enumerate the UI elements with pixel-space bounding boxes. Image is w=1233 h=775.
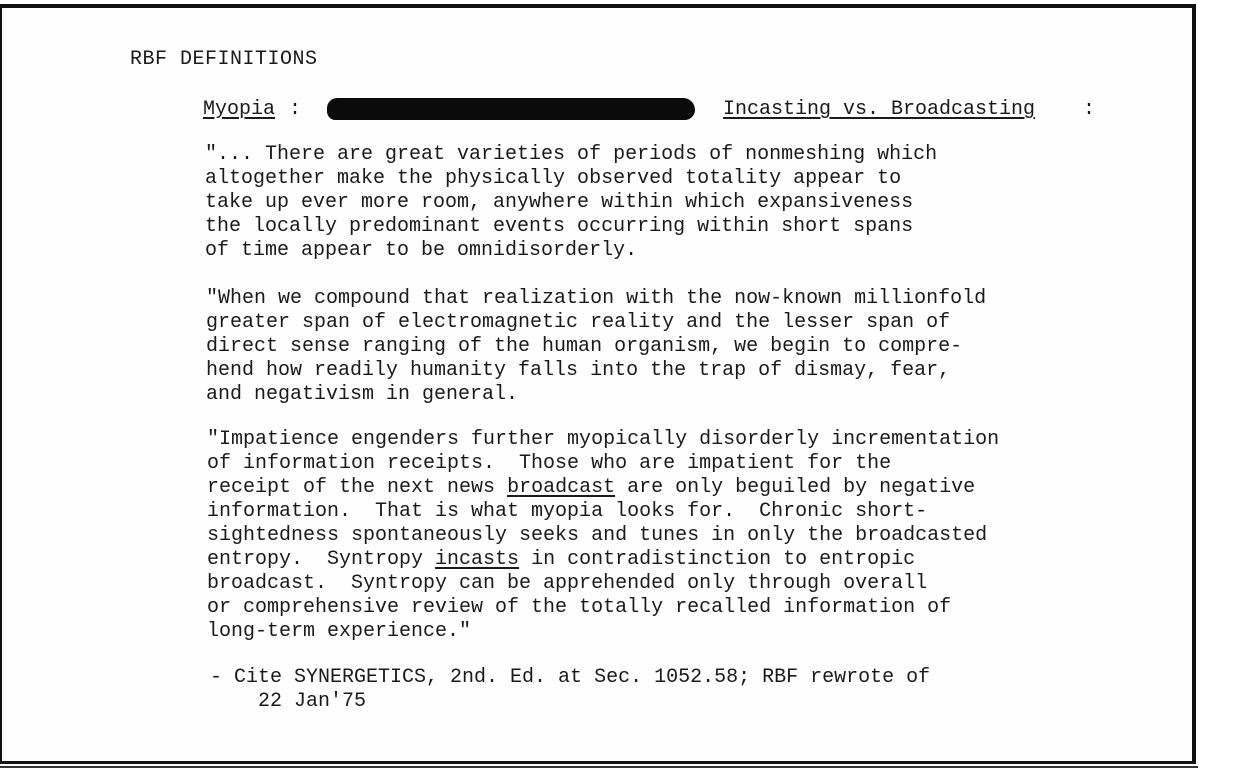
- p3-line-3-start: receipt of the next news: [207, 476, 508, 499]
- p2-line-5: and negativism in general.: [206, 383, 519, 406]
- bottom-rule: [0, 766, 1198, 768]
- p3-line-6: [207, 548, 915, 571]
- p3-line-5: sightedness spontaneously seeks and tunes in only the broadcasted: [207, 524, 988, 547]
- p3-line-8: or comprehensive review of the totally recalled information of: [207, 596, 952, 619]
- p1-line-3: take up ever more room, anywhere within which expansiveness: [205, 191, 914, 214]
- p1-line-2: altogether make the physically observed totality appear to: [205, 167, 902, 190]
- document-header: RBF DEFINITIONS: [130, 48, 318, 71]
- p3-line-7: broadcast. Syntropy can be apprehended only through overall: [207, 572, 928, 595]
- p1-line-4: the locally predominant events occurring within short spans: [205, 215, 914, 238]
- p3-line-6-start: entropy. Syntropy: [207, 548, 436, 571]
- p1-line-1: "... There are great varieties of periods of nonmeshing which: [205, 143, 938, 166]
- p3-line-3-end: are only beguiled by negative: [615, 476, 976, 499]
- paragraph-1: [205, 143, 937, 263]
- p2-line-1: "When we compound that realization with the now-known millionfold: [206, 287, 987, 310]
- p2-line-4: hend how readily humanity falls into the trap of dismay, fear,: [206, 359, 951, 382]
- underlined-word-incasts: incasts: [435, 548, 520, 571]
- p3-line-3: [207, 476, 975, 499]
- citation: [210, 666, 930, 714]
- related-term: Incasting vs. Broadcasting: [723, 98, 1036, 121]
- p3-line-9: long-term experience.": [207, 620, 472, 643]
- paragraph-2: [206, 287, 986, 407]
- p3-line-4: information. That is what myopia looks for. Chronic short-: [207, 500, 928, 523]
- p3-line-6-end: in contradistinction to entropic: [519, 548, 916, 571]
- topic-term: Myopia: [203, 98, 276, 121]
- p2-line-2: greater span of electromagnetic reality and the lesser span of: [206, 311, 951, 334]
- topic-separator: :: [289, 98, 302, 121]
- underlined-word-broadcast: broadcast: [507, 476, 616, 499]
- p3-line-2: of information receipts. Those who are impatient for the: [207, 452, 892, 475]
- topic-row: [203, 96, 1103, 126]
- redaction-bar: [327, 98, 695, 120]
- p1-line-5: of time appear to be omnidisorderly.: [205, 239, 638, 262]
- citation-line-2: 22 Jan'75: [210, 690, 367, 713]
- p2-line-3: direct sense ranging of the human organism, we begin to compre-: [206, 335, 963, 358]
- related-term-separator: :: [1083, 98, 1096, 121]
- paragraph-3: [207, 428, 999, 644]
- p3-line-1: "Impatience engenders further myopically disorderly incrementation: [207, 428, 1000, 451]
- citation-line-1: - Cite SYNERGETICS, 2nd. Ed. at Sec. 1052.58; RBF rewrote of: [210, 666, 931, 689]
